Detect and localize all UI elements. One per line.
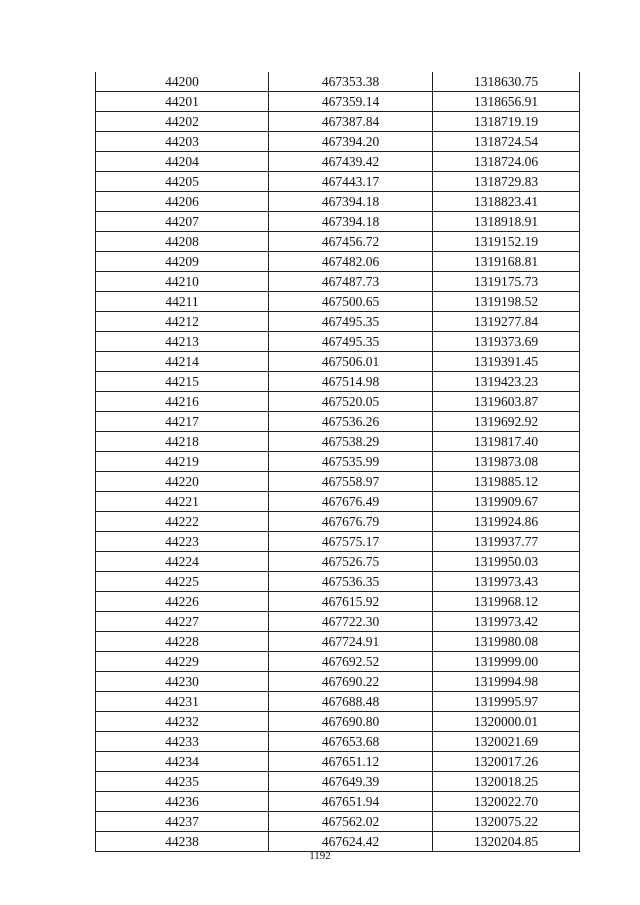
- table-row: [96, 492, 580, 512]
- point-id-cell: 44210: [96, 272, 269, 292]
- page-number: 1192: [309, 850, 331, 862]
- point-id-cell: 44217: [96, 412, 269, 432]
- table-row: [96, 652, 580, 672]
- x-coordinate-cell: 467536.35: [269, 572, 433, 592]
- point-id-cell: 44238: [96, 832, 269, 852]
- y-coordinate-cell: 1319950.03: [433, 552, 580, 572]
- y-coordinate-cell: 1320021.69: [433, 732, 580, 752]
- table-row: [96, 712, 580, 732]
- x-coordinate-cell: 467724.91: [269, 632, 433, 652]
- y-coordinate-cell: 1319198.52: [433, 292, 580, 312]
- point-id-cell: 44219: [96, 452, 269, 472]
- point-id-cell: 44207: [96, 212, 269, 232]
- table-row: [96, 432, 580, 452]
- point-id-cell: 44204: [96, 152, 269, 172]
- table-row: [96, 632, 580, 652]
- point-id-cell: 44226: [96, 592, 269, 612]
- x-coordinate-cell: 467575.17: [269, 532, 433, 552]
- x-coordinate-cell: 467456.72: [269, 232, 433, 252]
- x-coordinate-cell: 467651.12: [269, 752, 433, 772]
- x-coordinate-cell: 467692.52: [269, 652, 433, 672]
- x-coordinate-cell: 467359.14: [269, 92, 433, 112]
- x-coordinate-cell: 467387.84: [269, 112, 433, 132]
- x-coordinate-cell: 467690.22: [269, 672, 433, 692]
- y-coordinate-cell: 1319423.23: [433, 372, 580, 392]
- point-id-cell: 44202: [96, 112, 269, 132]
- x-coordinate-cell: 467500.65: [269, 292, 433, 312]
- x-coordinate-cell: 467439.42: [269, 152, 433, 172]
- x-coordinate-cell: 467394.18: [269, 192, 433, 212]
- y-coordinate-cell: 1319994.98: [433, 672, 580, 692]
- table-row: [96, 232, 580, 252]
- table-row: [96, 112, 580, 132]
- point-id-cell: 44203: [96, 132, 269, 152]
- table-row: [96, 372, 580, 392]
- point-id-cell: 44213: [96, 332, 269, 352]
- point-id-cell: 44232: [96, 712, 269, 732]
- y-coordinate-cell: 1320018.25: [433, 772, 580, 792]
- x-coordinate-cell: 467690.80: [269, 712, 433, 732]
- y-coordinate-cell: 1318729.83: [433, 172, 580, 192]
- y-coordinate-cell: 1318719.19: [433, 112, 580, 132]
- x-coordinate-cell: 467443.17: [269, 172, 433, 192]
- y-coordinate-cell: 1319373.69: [433, 332, 580, 352]
- y-coordinate-cell: 1319999.00: [433, 652, 580, 672]
- x-coordinate-cell: 467722.30: [269, 612, 433, 632]
- table-row: [96, 672, 580, 692]
- x-coordinate-cell: 467688.48: [269, 692, 433, 712]
- point-id-cell: 44215: [96, 372, 269, 392]
- point-id-cell: 44223: [96, 532, 269, 552]
- table-row: [96, 732, 580, 752]
- y-coordinate-cell: 1319968.12: [433, 592, 580, 612]
- table-row: [96, 252, 580, 272]
- y-coordinate-cell: 1319973.42: [433, 612, 580, 632]
- x-coordinate-cell: 467394.20: [269, 132, 433, 152]
- x-coordinate-cell: 467649.39: [269, 772, 433, 792]
- table-row: [96, 412, 580, 432]
- point-id-cell: 44214: [96, 352, 269, 372]
- table-row: [96, 292, 580, 312]
- y-coordinate-cell: 1319995.97: [433, 692, 580, 712]
- y-coordinate-cell: 1318823.41: [433, 192, 580, 212]
- x-coordinate-cell: 467506.01: [269, 352, 433, 372]
- x-coordinate-cell: 467482.06: [269, 252, 433, 272]
- point-id-cell: 44201: [96, 92, 269, 112]
- point-id-cell: 44200: [96, 72, 269, 92]
- point-id-cell: 44227: [96, 612, 269, 632]
- y-coordinate-cell: 1318656.91: [433, 92, 580, 112]
- x-coordinate-cell: 467495.35: [269, 312, 433, 332]
- table-row: [96, 752, 580, 772]
- point-id-cell: 44236: [96, 792, 269, 812]
- table-row: [96, 472, 580, 492]
- coordinate-table-body: [96, 72, 580, 852]
- y-coordinate-cell: 1319937.77: [433, 532, 580, 552]
- table-row: [96, 552, 580, 572]
- x-coordinate-cell: 467676.49: [269, 492, 433, 512]
- point-id-cell: 44209: [96, 252, 269, 272]
- table-row: [96, 452, 580, 472]
- table-row: [96, 272, 580, 292]
- x-coordinate-cell: 467536.26: [269, 412, 433, 432]
- point-id-cell: 44234: [96, 752, 269, 772]
- x-coordinate-cell: 467624.42: [269, 832, 433, 852]
- point-id-cell: 44208: [96, 232, 269, 252]
- table-row: [96, 132, 580, 152]
- y-coordinate-cell: 1319391.45: [433, 352, 580, 372]
- point-id-cell: 44221: [96, 492, 269, 512]
- coordinate-table: [95, 72, 580, 852]
- y-coordinate-cell: 1318724.54: [433, 132, 580, 152]
- y-coordinate-cell: 1318724.06: [433, 152, 580, 172]
- point-id-cell: 44233: [96, 732, 269, 752]
- table-row: [96, 532, 580, 552]
- point-id-cell: 44216: [96, 392, 269, 412]
- point-id-cell: 44206: [96, 192, 269, 212]
- x-coordinate-cell: 467353.38: [269, 72, 433, 92]
- x-coordinate-cell: 467495.35: [269, 332, 433, 352]
- y-coordinate-cell: 1319152.19: [433, 232, 580, 252]
- table-row: [96, 812, 580, 832]
- point-id-cell: 44229: [96, 652, 269, 672]
- x-coordinate-cell: 467538.29: [269, 432, 433, 452]
- x-coordinate-cell: 467526.75: [269, 552, 433, 572]
- table-row: [96, 72, 580, 92]
- x-coordinate-cell: 467558.97: [269, 472, 433, 492]
- x-coordinate-cell: 467676.79: [269, 512, 433, 532]
- y-coordinate-cell: 1319277.84: [433, 312, 580, 332]
- point-id-cell: 44224: [96, 552, 269, 572]
- point-id-cell: 44230: [96, 672, 269, 692]
- x-coordinate-cell: 467615.92: [269, 592, 433, 612]
- table-row: [96, 212, 580, 232]
- table-row: [96, 832, 580, 852]
- y-coordinate-cell: 1319817.40: [433, 432, 580, 452]
- x-coordinate-cell: 467562.02: [269, 812, 433, 832]
- x-coordinate-cell: 467487.73: [269, 272, 433, 292]
- table-row: [96, 572, 580, 592]
- y-coordinate-cell: 1320022.70: [433, 792, 580, 812]
- y-coordinate-cell: 1319973.43: [433, 572, 580, 592]
- table-row: [96, 192, 580, 212]
- point-id-cell: 44205: [96, 172, 269, 192]
- table-row: [96, 792, 580, 812]
- point-id-cell: 44222: [96, 512, 269, 532]
- table-row: [96, 772, 580, 792]
- y-coordinate-cell: 1318918.91: [433, 212, 580, 232]
- table-row: [96, 592, 580, 612]
- y-coordinate-cell: 1320204.85: [433, 832, 580, 852]
- table-row: [96, 152, 580, 172]
- y-coordinate-cell: 1319885.12: [433, 472, 580, 492]
- table-row: [96, 612, 580, 632]
- y-coordinate-cell: 1319168.81: [433, 252, 580, 272]
- point-id-cell: 44211: [96, 292, 269, 312]
- table-row: [96, 512, 580, 532]
- point-id-cell: 44225: [96, 572, 269, 592]
- point-id-cell: 44231: [96, 692, 269, 712]
- point-id-cell: 44235: [96, 772, 269, 792]
- table-row: [96, 92, 580, 112]
- table-row: [96, 312, 580, 332]
- point-id-cell: 44212: [96, 312, 269, 332]
- point-id-cell: 44220: [96, 472, 269, 492]
- y-coordinate-cell: 1319980.08: [433, 632, 580, 652]
- y-coordinate-cell: 1319603.87: [433, 392, 580, 412]
- y-coordinate-cell: 1320017.26: [433, 752, 580, 772]
- y-coordinate-cell: 1319924.86: [433, 512, 580, 532]
- x-coordinate-cell: 467651.94: [269, 792, 433, 812]
- x-coordinate-cell: 467394.18: [269, 212, 433, 232]
- table-row: [96, 352, 580, 372]
- x-coordinate-cell: 467514.98: [269, 372, 433, 392]
- table-row: [96, 392, 580, 412]
- point-id-cell: 44228: [96, 632, 269, 652]
- x-coordinate-cell: 467653.68: [269, 732, 433, 752]
- table-row: [96, 172, 580, 192]
- y-coordinate-cell: 1320075.22: [433, 812, 580, 832]
- point-id-cell: 44218: [96, 432, 269, 452]
- y-coordinate-cell: 1318630.75: [433, 72, 580, 92]
- table-row: [96, 692, 580, 712]
- table-row: [96, 332, 580, 352]
- x-coordinate-cell: 467535.99: [269, 452, 433, 472]
- y-coordinate-cell: 1319692.92: [433, 412, 580, 432]
- y-coordinate-cell: 1319873.08: [433, 452, 580, 472]
- point-id-cell: 44237: [96, 812, 269, 832]
- y-coordinate-cell: 1319175.73: [433, 272, 580, 292]
- y-coordinate-cell: 1319909.67: [433, 492, 580, 512]
- x-coordinate-cell: 467520.05: [269, 392, 433, 412]
- y-coordinate-cell: 1320000.01: [433, 712, 580, 732]
